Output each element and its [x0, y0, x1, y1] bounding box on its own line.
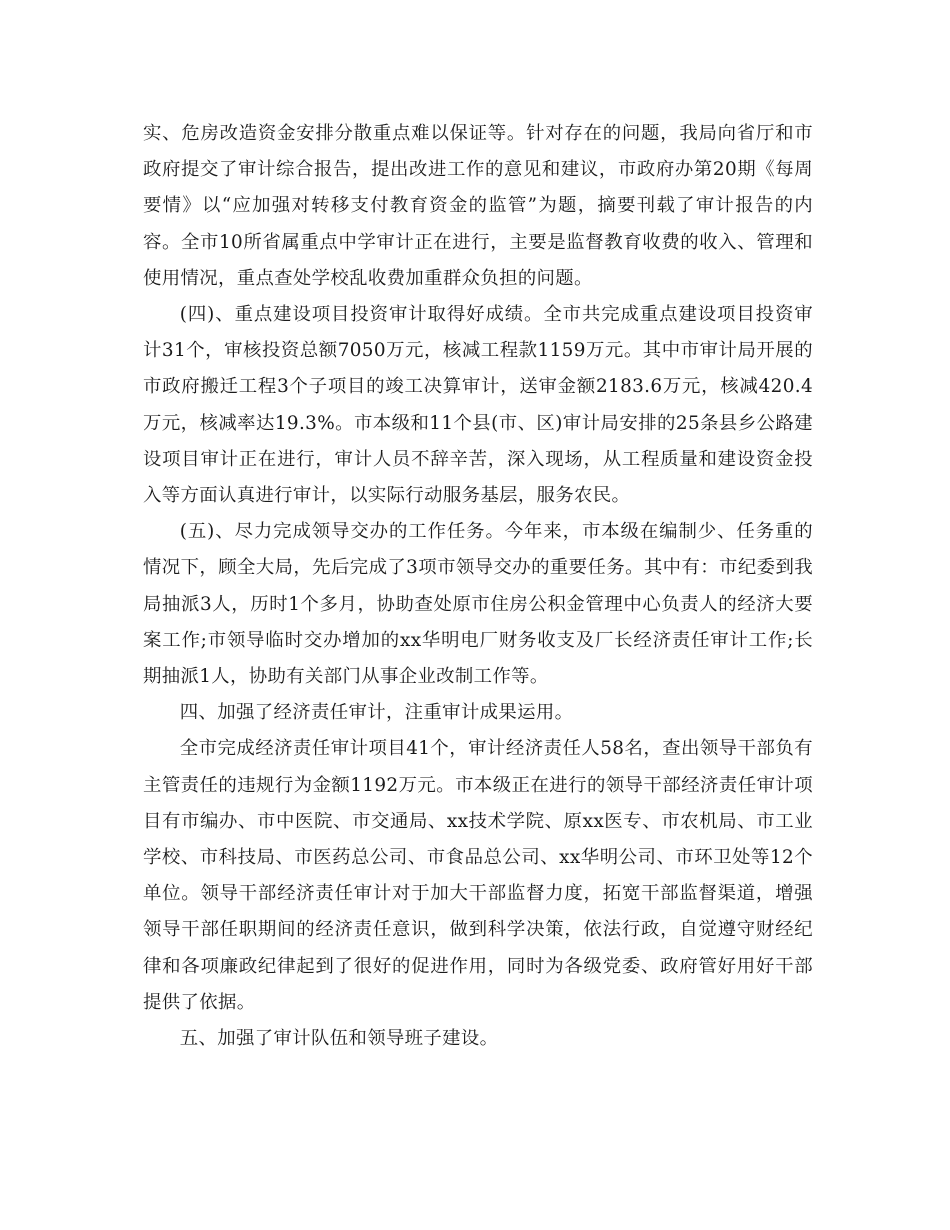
section-heading-economic-responsibility: 四、加强了经济责任审计，注重审计成果运用。: [179, 702, 574, 724]
section-heading-team-building: 五、加强了审计队伍和领导班子建设。: [179, 1028, 499, 1050]
paragraph-continuation: 实、危房改造资金安排分散重点难以保证等。针对存在的问题，我局向省厅和市政府提交了审计综合报告，提出改进工作的意见和建议，市政府办第20期《每周要情》以“应加强对转移支付教育资金的监管”为题，摘要刊载了审计报告的内容。全市10所省属重点中学审计正在进行，主要是监督教育收费的收入、管理和使用情况，重点查处学校乱收费加重群众负担的问题。: [143, 123, 813, 289]
paragraph-leadership-tasks: (五)、尽力完成领导交办的工作任务。今年来，市本级在编制少、任务重的情况下，顾全大局，先后完成了3项市领导交办的重要任务。其中有：市纪委到我局抽派3人，历时1个多月，协助查处原市住房公积金管理中心负责人的经济大要案工作;市领导临时交办增加的xx华明电厂财务收支及厂长经济责任审计工作;长期抽派1人，协助有关部门从事企业改制工作等。: [143, 521, 813, 688]
paragraph-economic-responsibility: 全市完成经济责任审计项目41个，审计经济责任人58名，查出领导干部负有主管责任的违规行为金额1192万元。市本级正在进行的领导干部经济责任审计项目有市编办、市中医院、市交通局、xx技术学院、原xx医专、市农机局、市工业学校、市科技局、市医药总公司、市食品总公司、xx华明公司、市环卫处等12个单位。领导干部经济责任审计对于加大干部监督力度，拓宽干部监督渠道，增强领导干部任职期间的经济责任意识，做到科学决策，依法行政，自觉遵守财经纪律和各项廉政纪律起到了很好的促进作用，同时为各级党委、政府管好用好干部提供了依据。: [143, 738, 813, 1013]
paragraph-key-project-audit: (四)、重点建设项目投资审计取得好成绩。全市共完成重点建设项目投资审计31个，审核投资总额7050万元，核减工程款1159万元。其中市审计局开展的市政府搬迁工程3个子项目的竣工决算审计，送审金额2183.6万元，核减420.4万元，核减率达19.3%。市本级和11个县(市、区)审计局安排的25条县乡公路建设项目审计正在进行，审计人员不辞辛苦，深入现场，从工程质量和建设资金投入等方面认真进行审计，以实际行动服务基层，服务农民。: [143, 304, 813, 507]
document-page: [143, 116, 813, 1057]
